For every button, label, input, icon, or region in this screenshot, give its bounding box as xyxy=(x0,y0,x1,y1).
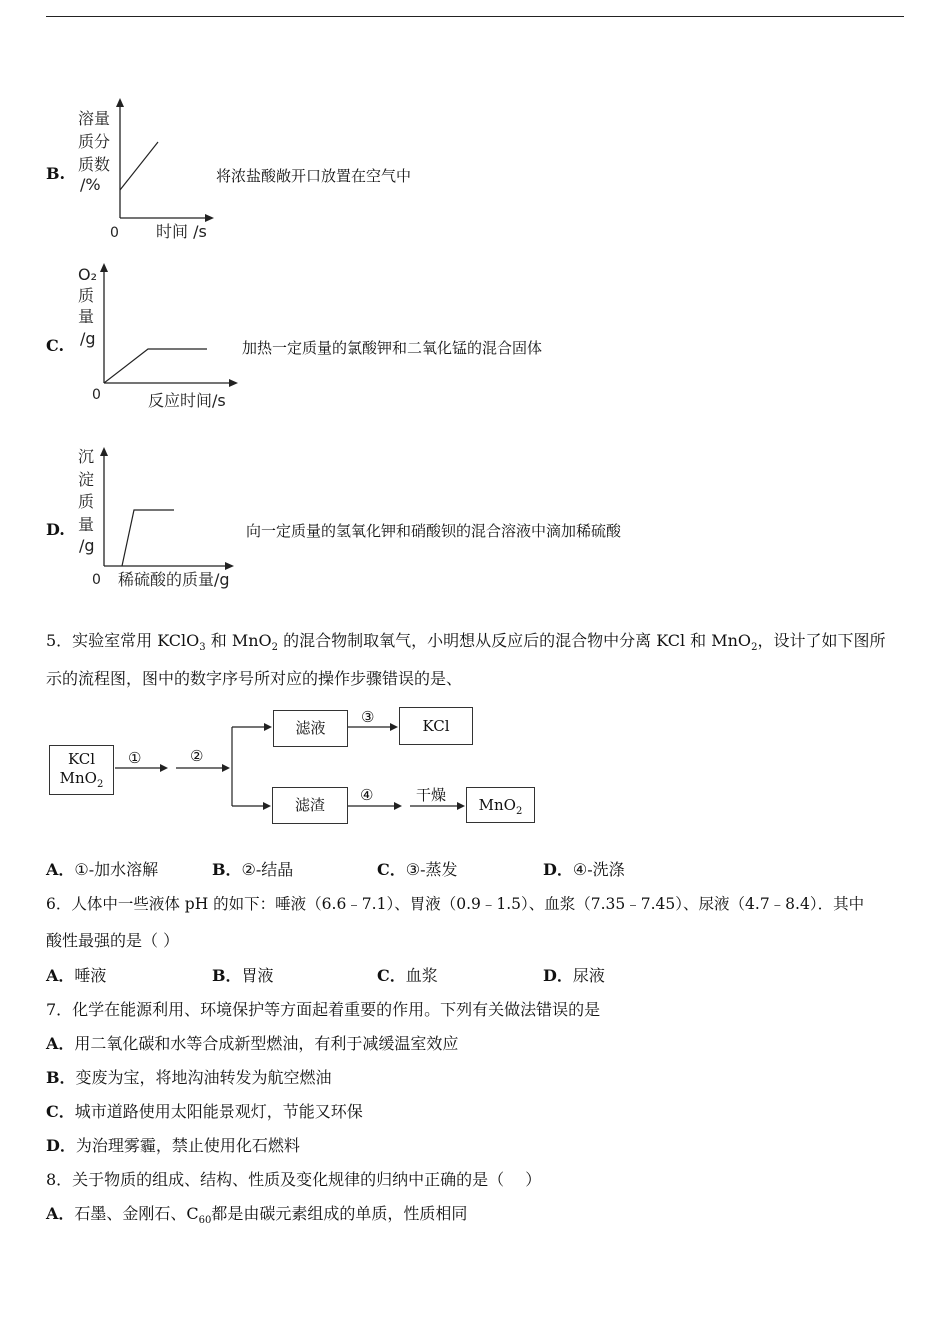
flow-residue-box: 滤渣 xyxy=(272,787,348,824)
graph-b-ylabel-2: 质分 xyxy=(78,132,111,151)
option-b-text: 将浓盐酸敞开口放置在空气中 xyxy=(216,167,412,185)
graph-d-ylabel-5: /g xyxy=(79,536,95,555)
flow-mno2-box: MnO$_2$ xyxy=(466,787,535,823)
graph-d-ylabel-1: 沉 xyxy=(78,447,95,466)
flow-step-1: ① xyxy=(128,749,142,767)
q5-option-d[interactable]: D．④-洗涤 xyxy=(543,860,625,879)
graph-c-xlabel: 反应时间/s xyxy=(148,391,226,410)
q7-option-c[interactable]: C．城市道路使用太阳能景观灯，节能又环保 xyxy=(46,1102,363,1121)
graph-d-origin: 0 xyxy=(92,572,101,588)
graph-b-ylabel-1: 溶量 xyxy=(78,109,111,128)
flow-start-box xyxy=(49,745,114,795)
graph-c-ylabel-1: 质 xyxy=(78,286,95,305)
graph-d-xlabel: 稀硫酸的质量/g xyxy=(118,570,230,589)
q7-option-b[interactable]: B．变废为宝，将地沟油转发为航空燃油 xyxy=(46,1068,332,1087)
option-b-label: B. xyxy=(46,164,66,183)
q5-stem-line1: 5．实验室常用 KClO$_3$ 和 MnO$_2$ 的混合物制取氧气，小明想从反应后的混合物中分离 KCl 和 MnO$_2$，设计了如下图所 xyxy=(46,631,886,654)
q8-stem: 8．关于物质的组成、结构、性质及变化规律的归纳中正确的是（ ） xyxy=(46,1170,542,1189)
q6-stem-line1: 6．人体中一些液体 pH 的如下：唾液（6.6﹣7.1）、胃液（0.9﹣1.5）、血浆（7.35﹣7.45）、尿液（4.7﹣8.4）．其中 xyxy=(46,895,865,913)
flow-start-line2: MnO$_2$ xyxy=(59,769,104,790)
graph-b-ylabel-3: 质数 xyxy=(78,155,111,174)
q6-stem-line2: 酸性最强的是（ ） xyxy=(46,931,180,950)
q5-stem-line2: 示的流程图，图中的数字序号所对应的操作步骤错误的是、 xyxy=(46,669,463,688)
graph-c-ylabel-2: 量 xyxy=(78,307,95,326)
q6-option-a[interactable]: A．唾液 xyxy=(46,966,107,985)
graph-b-xlabel: 时间 /s xyxy=(156,222,207,241)
flow-kcl-box: KCl xyxy=(399,707,473,745)
graph-d-ylabel-4: 量 xyxy=(78,515,95,534)
q6-option-c[interactable]: C．血浆 xyxy=(377,966,438,985)
flow-start-line1: KCl xyxy=(67,750,96,768)
q5-option-b[interactable]: B．②-结晶 xyxy=(212,860,294,879)
graph-b-origin: 0 xyxy=(110,225,119,241)
flow-step-3: ③ xyxy=(361,708,375,726)
graph-d-ylabel-2: 淀 xyxy=(78,470,95,489)
option-c-label: C. xyxy=(46,336,65,355)
flow-step-4: ④ xyxy=(360,786,374,804)
option-d-text: 向一定质量的氢氧化钾和硝酸钡的混合溶液中滴加稀硫酸 xyxy=(246,522,622,540)
q5-option-a[interactable]: A．①-加水溶解 xyxy=(46,860,159,879)
flow-dry-label: 干燥 xyxy=(416,786,447,804)
option-d-label: D. xyxy=(46,520,65,539)
graph-c-ylabel-o2: O₂ xyxy=(78,265,98,284)
q7-option-d[interactable]: D．为治理雾霾，禁止使用化石燃料 xyxy=(46,1136,300,1155)
q8-option-a[interactable]: A．石墨、金刚石、$C_{60}$都是由碳元素组成的单质，性质相同 xyxy=(46,1204,468,1227)
q7-option-a[interactable]: A．用二氧化碳和水等合成新型燃油，有利于减缓温室效应 xyxy=(46,1034,459,1053)
graph-c-ylabel-3: /g xyxy=(80,329,96,348)
graph-c-origin: 0 xyxy=(92,387,101,403)
q5-option-c[interactable]: C．③-蒸发 xyxy=(377,860,458,879)
q6-option-d[interactable]: D．尿液 xyxy=(543,966,605,985)
q7-stem: 7．化学在能源利用、环境保护等方面起着重要的作用。下列有关做法错误的是 xyxy=(46,1000,601,1019)
flow-step-2: ② xyxy=(190,747,204,765)
q6-option-b[interactable]: B．胃液 xyxy=(212,966,274,985)
graph-b-ylabel-4: /% xyxy=(80,175,101,194)
graph-d-ylabel-3: 质 xyxy=(78,492,95,511)
option-c-text: 加热一定质量的氯酸钾和二氧化锰的混合固体 xyxy=(242,339,543,357)
flow-filtrate-box: 滤液 xyxy=(273,710,348,747)
